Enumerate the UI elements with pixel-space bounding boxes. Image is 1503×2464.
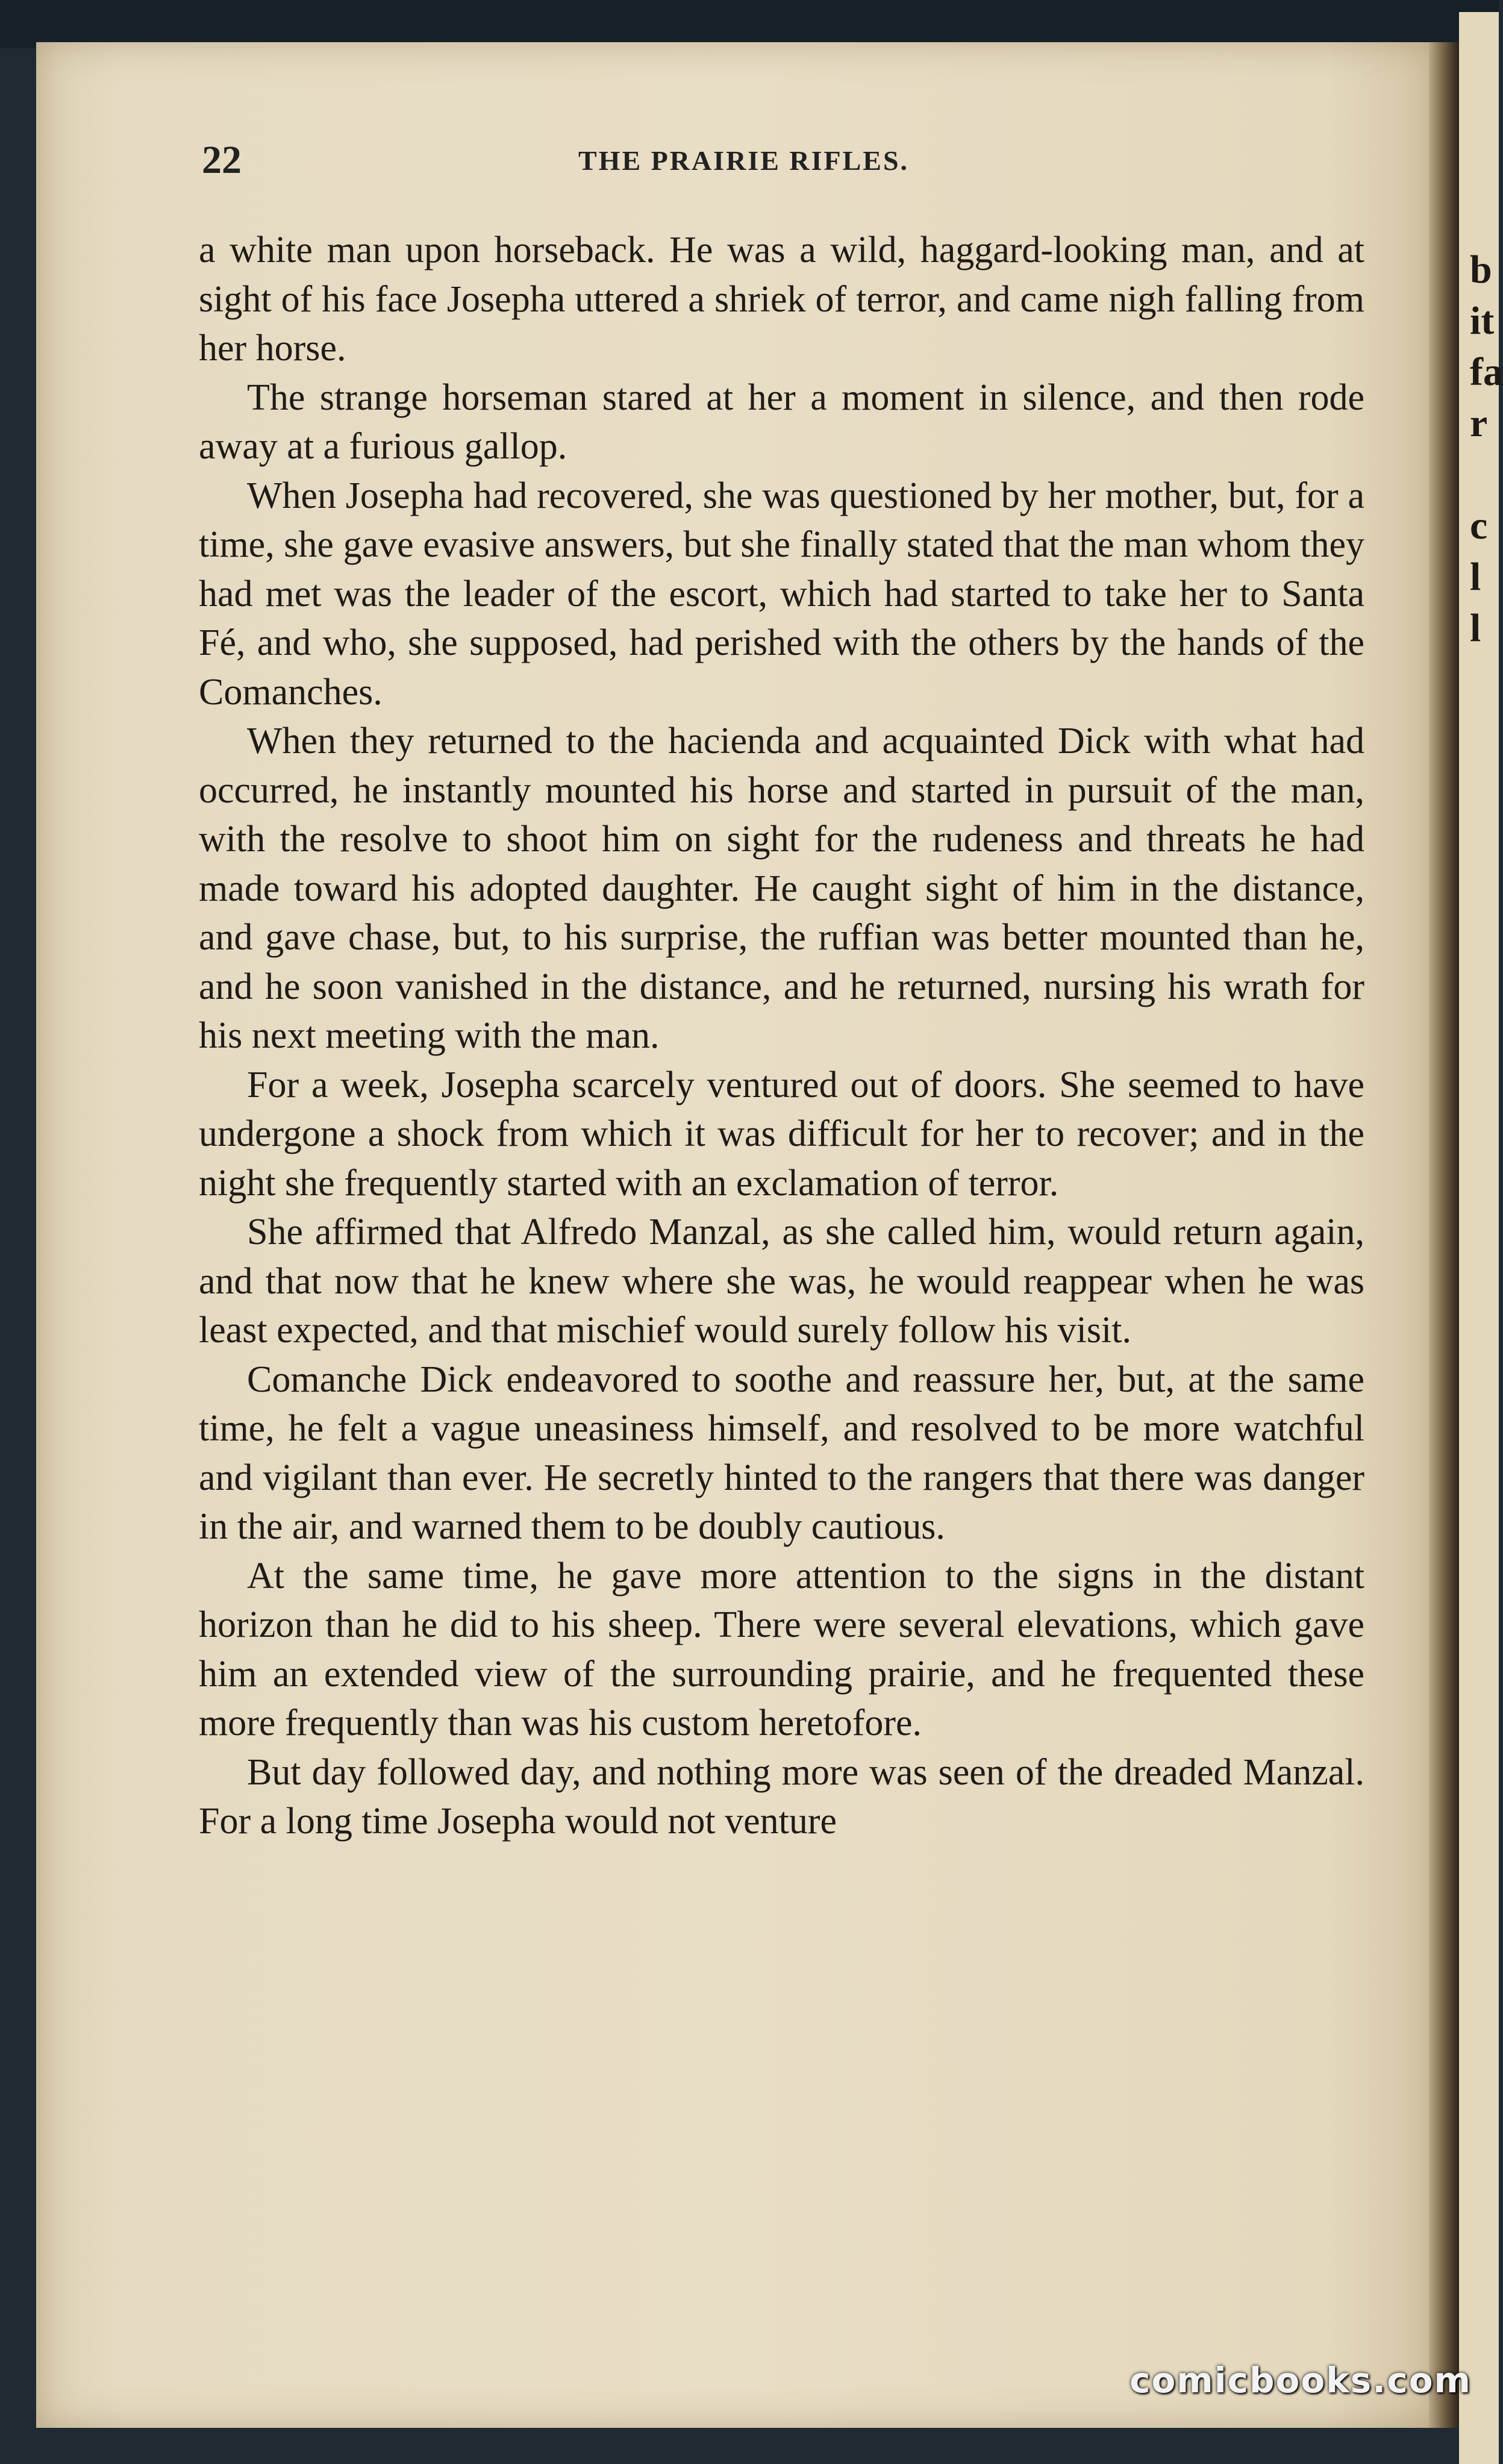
facing-page-fragment: l (1470, 555, 1481, 599)
body-text (199, 226, 1364, 1846)
facing-page-fragment: it (1470, 299, 1495, 343)
paragraph: She affirmed that Alfredo Manzal, as she called him, would return again, and that now that he knew where she was, he would reappear when he was least expected, and that mischief would surely follow his visit. (199, 1212, 1364, 1351)
facing-page-fragment: r (1470, 401, 1488, 445)
paragraph: When they returned to the hacienda and acquainted Dick with what had occurred, he instantly mounted his horse and started in pursuit of the man, with the resolve to shoot him on sight for the rudeness and threats he had made toward his adopted daughter. He caught sight of him in the distance, and gave chase, but, to his surprise, the ruffian was better mounted than he, and he soon vanished in the distance, and he returned, nursing his wrath for his next meeting with the man. (199, 721, 1364, 1056)
paragraph: At the same time, he gave more attention to the signs in the distant horizon than he did to his sheep. There were several elevations, which gave him an extended view of the surrounding prairie, and he frequented these more frequently than was his custom heretofore. (199, 1555, 1364, 1743)
paragraph: Comanche Dick endeavored to soothe and reassure her, but, at the same time, he felt a vague uneasiness himself, and resolved to be more watchful and vigilant than ever. He secretly hinted to the rangers that there was danger in the air, and warned them to be doubly cautious. (199, 1359, 1364, 1547)
paragraph: For a week, Josepha scarcely ventured out of doors. She seemed to have undergone a shock from which it was difficult for her to recover; and in the night she frequently started with an exclamation of terror. (199, 1064, 1364, 1204)
facing-page-fragment: fa (1470, 350, 1503, 394)
paragraph: The strange horseman stared at her a moment in silence, and then rode away at a furious gallop. (199, 377, 1364, 467)
paragraph: When Josepha had recovered, she was questioned by her mother, but, for a time, she gave evasive answers, but she finally stated that the man whom they had met was the leader of the escort, which had started to take her to Santa Fé, and who, she supposed, had perished with the others by the hands of the Comanches. (199, 475, 1364, 713)
scan-background (0, 0, 1499, 48)
paragraph: a white man upon horseback. He was a wild, haggard-looking man, and at sight of his face Josepha uttered a shriek of terror, and came nigh falling from her horse. (199, 230, 1364, 369)
page-number: 22 (202, 138, 242, 182)
facing-page-edge (1459, 12, 1503, 2464)
page-gutter (1429, 42, 1459, 2428)
facing-page-fragment: c (1470, 504, 1488, 548)
running-head: THE PRAIRIE RIFLES. (578, 145, 910, 176)
site-watermark: comicbooks.com (1130, 2360, 1472, 2401)
paragraph: But day followed day, and nothing more was seen of the dreaded Manzal. For a long time Josepha would not venture (199, 1751, 1364, 1842)
facing-page-fragment: b (1470, 248, 1492, 292)
facing-page-fragment: l (1470, 606, 1481, 650)
